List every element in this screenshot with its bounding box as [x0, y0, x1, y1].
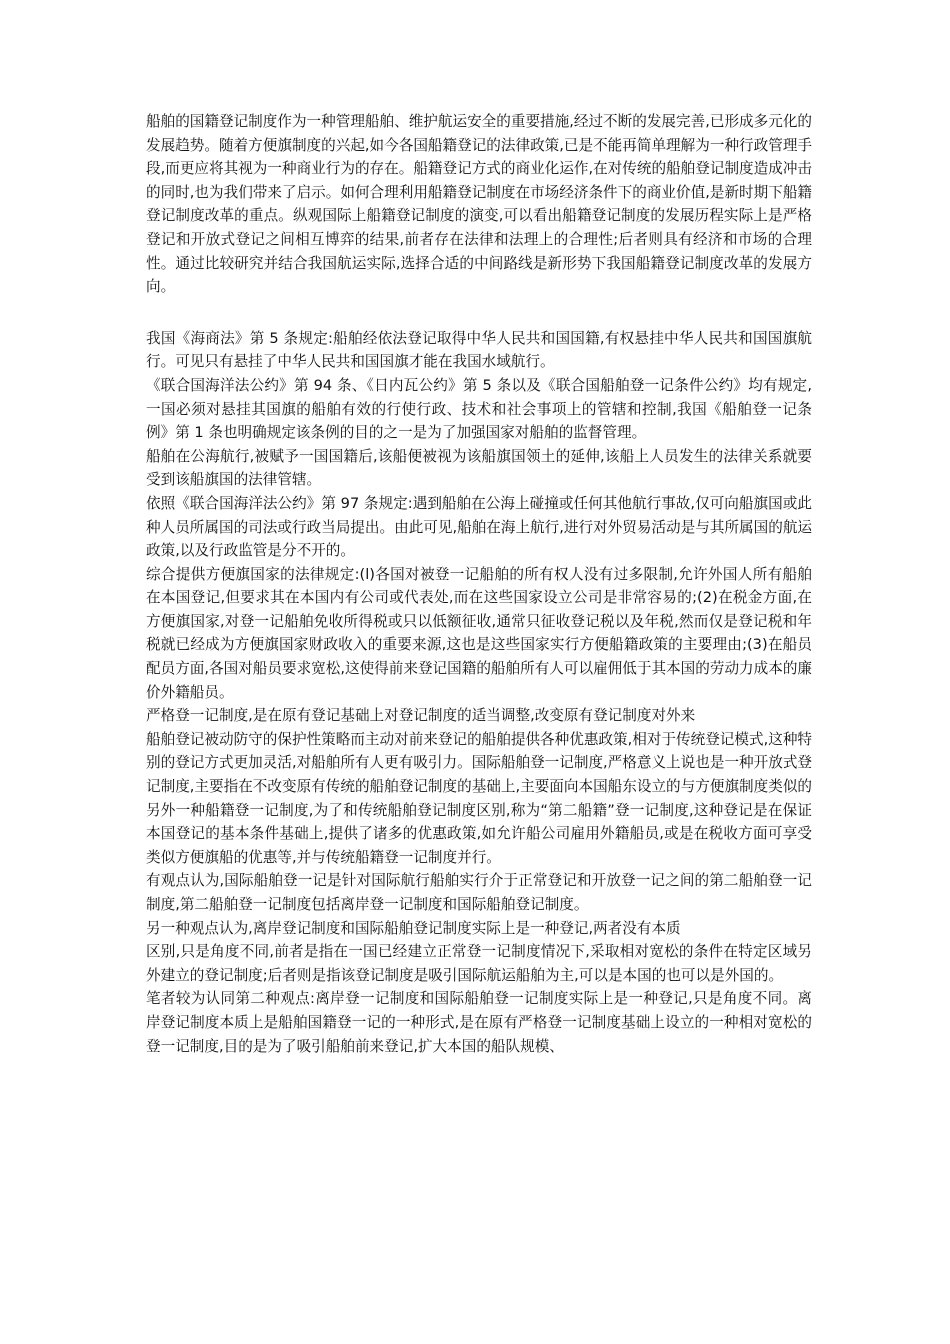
paragraph-author-view: 笔者较为认同第二种观点:离岸登一记制度和国际船舶登一记制度实际上是一种登记,只是角度不同。离岸登记制度本质上是船舶国籍登一记的一种形式,是在原有严格登一记制度基础上设立的一种相对宽松的登一记制度,目的是为了吸引船舶前来登记,扩大本国的船队规模、	[146, 990, 812, 1055]
paragraph-viewpoint-two-cont: 区别,只是角度不同,前者是指在一国已经建立正常登一记制度情况下,采取相对宽松的条件在特定区域另外建立的登记制度;后者则是指该登记制度是吸引国际航运船舶为主,可以是本国的也可以是外国的。	[146, 943, 812, 984]
paragraph-second-register: 船舶登记被动防守的保护性策略而主动对前来登记的船舶提供各种优惠政策,相对于传统登记模式,这种特别的登记方式更加灵活,对船舶所有人更有吸引力。国际船舶登一记制度,严格意义上说也是一种开放式登记制度,主要指在不改变原有传统的船舶登记制度的基础上,主要面向本国船东设立的与方便旗制度类似的另外一种船籍登一记制度,为了和传统船舶登记制度区别,称为“第二船籍”登一记制度,这种登记是在保证本国登记的基本条件基础上,提供了诸多的优惠政策,如允许船公司雇用外籍船员,或是在税收方面可享受类似方便旗船的优惠等,并与传统船籍登一记制度并行。	[146, 730, 813, 866]
paragraph-unclos-97: 依照《联合国海洋法公约》第 97 条规定:遇到船舶在公海上碰撞或任何其他航行事故,仅可向船旗国或此种人员所属国的司法或行政当局提出。由此可见,船舶在海上航行,进行对外贸易活动是与其所属国的航运政策,以及行政监管是分不开的。	[146, 494, 813, 560]
paragraph-flag-of-convenience: 综合提供方便旗国家的法律规定:(l)各国对被登一记船舶的所有权人没有过多限制,允许外国人所有船舶在本国登记,但要求其在本国内有公司或代表处,而在这些国家设立公司是非常容易的;(2)在税金方面,在方便旗国家,对登一记船舶免收所得税或只以低额征收,通常只征收登记税以及年税,然而仅是登记税和年税就已经成为方便旗国家财政收入的重要来源,这也是这些国家实行方便船籍政策的主要理由;(3)在船员配员方面,各国对船员要求宽松,这使得前来登记国籍的船舶所有人可以雇佣低于其本国的劳动力成本的廉价外籍船员。	[146, 565, 813, 701]
document-body	[146, 110, 812, 1058]
paragraph-maritime-code: 我国《海商法》第 5 条规定:船舶经依法登记取得中华人民共和国国籍,有权悬挂中华人民共和国国旗航行。可见只有悬挂了中华人民共和国国旗才能在我国水域航行。	[146, 329, 812, 371]
paragraph-viewpoint-two: 另一种观点认为,离岸登记制度和国际船舶登记制度实际上是一种登记,两者没有本质	[146, 919, 681, 937]
paragraph-strict-registration: 严格登一记制度,是在原有登记基础上对登记制度的适当调整,改变原有登记制度对外来	[146, 707, 696, 725]
paragraph-gap	[146, 299, 812, 327]
paragraph-high-seas: 船舶在公海航行,被赋予一国国籍后,该船便被视为该船旗国领土的延伸,该船上人员发生的法律关系就要受到该船旗国的法律管辖。	[146, 447, 812, 489]
paragraph-intro: 船舶的国籍登记制度作为一种管理船舶、维护航运安全的重要措施,经过不断的发展完善,已形成多元化的发展趋势。随着方便旗制度的兴起,如今各国船籍登记的法律政策,已是不能再简单理解为一种行政管理手段,而更应将其视为一种商业行为的存在。船籍登记方式的商业化运作,在对传统的船舶登记制度造成冲击的同时,也为我们带来了启示。如何合理利用船籍登记制度在市场经济条件下的商业价值,是新时期下船籍登记制度改革的重点。纵观国际上船籍登记制度的演变,可以看出船籍登记制度的发展历程实际上是严格登记和开放式登记之间相互博弈的结果,前者存在法律和法理上的合理性;后者则具有经济和市场的合理性。通过比较研究并结合我国航运实际,选择合适的中间路线是新形势下我国船籍登记制度改革的发展方向。	[146, 113, 813, 296]
paragraph-unclos-94: 《联合国海洋法公约》第 94 条、《日内瓦公约》第 5 条以及《联合国船舶登一记条件公约》均有规定,一国必须对悬挂其国旗的船舶有效的行使行政、技术和社会事项上的管辖和控制,我国《船舶登一记条例》第 1 条也明确规定该条例的目的之一是为了加强国家对船舶的监督管理。	[146, 376, 812, 442]
paragraph-viewpoint-one: 有观点认为,国际船舶登一记是针对国际航行船舶实行介于正常登记和开放登一记之间的第二船舶登一记制度,第二船舶登一记制度包括离岸登一记制度和国际船舶登记制度。	[146, 872, 812, 913]
